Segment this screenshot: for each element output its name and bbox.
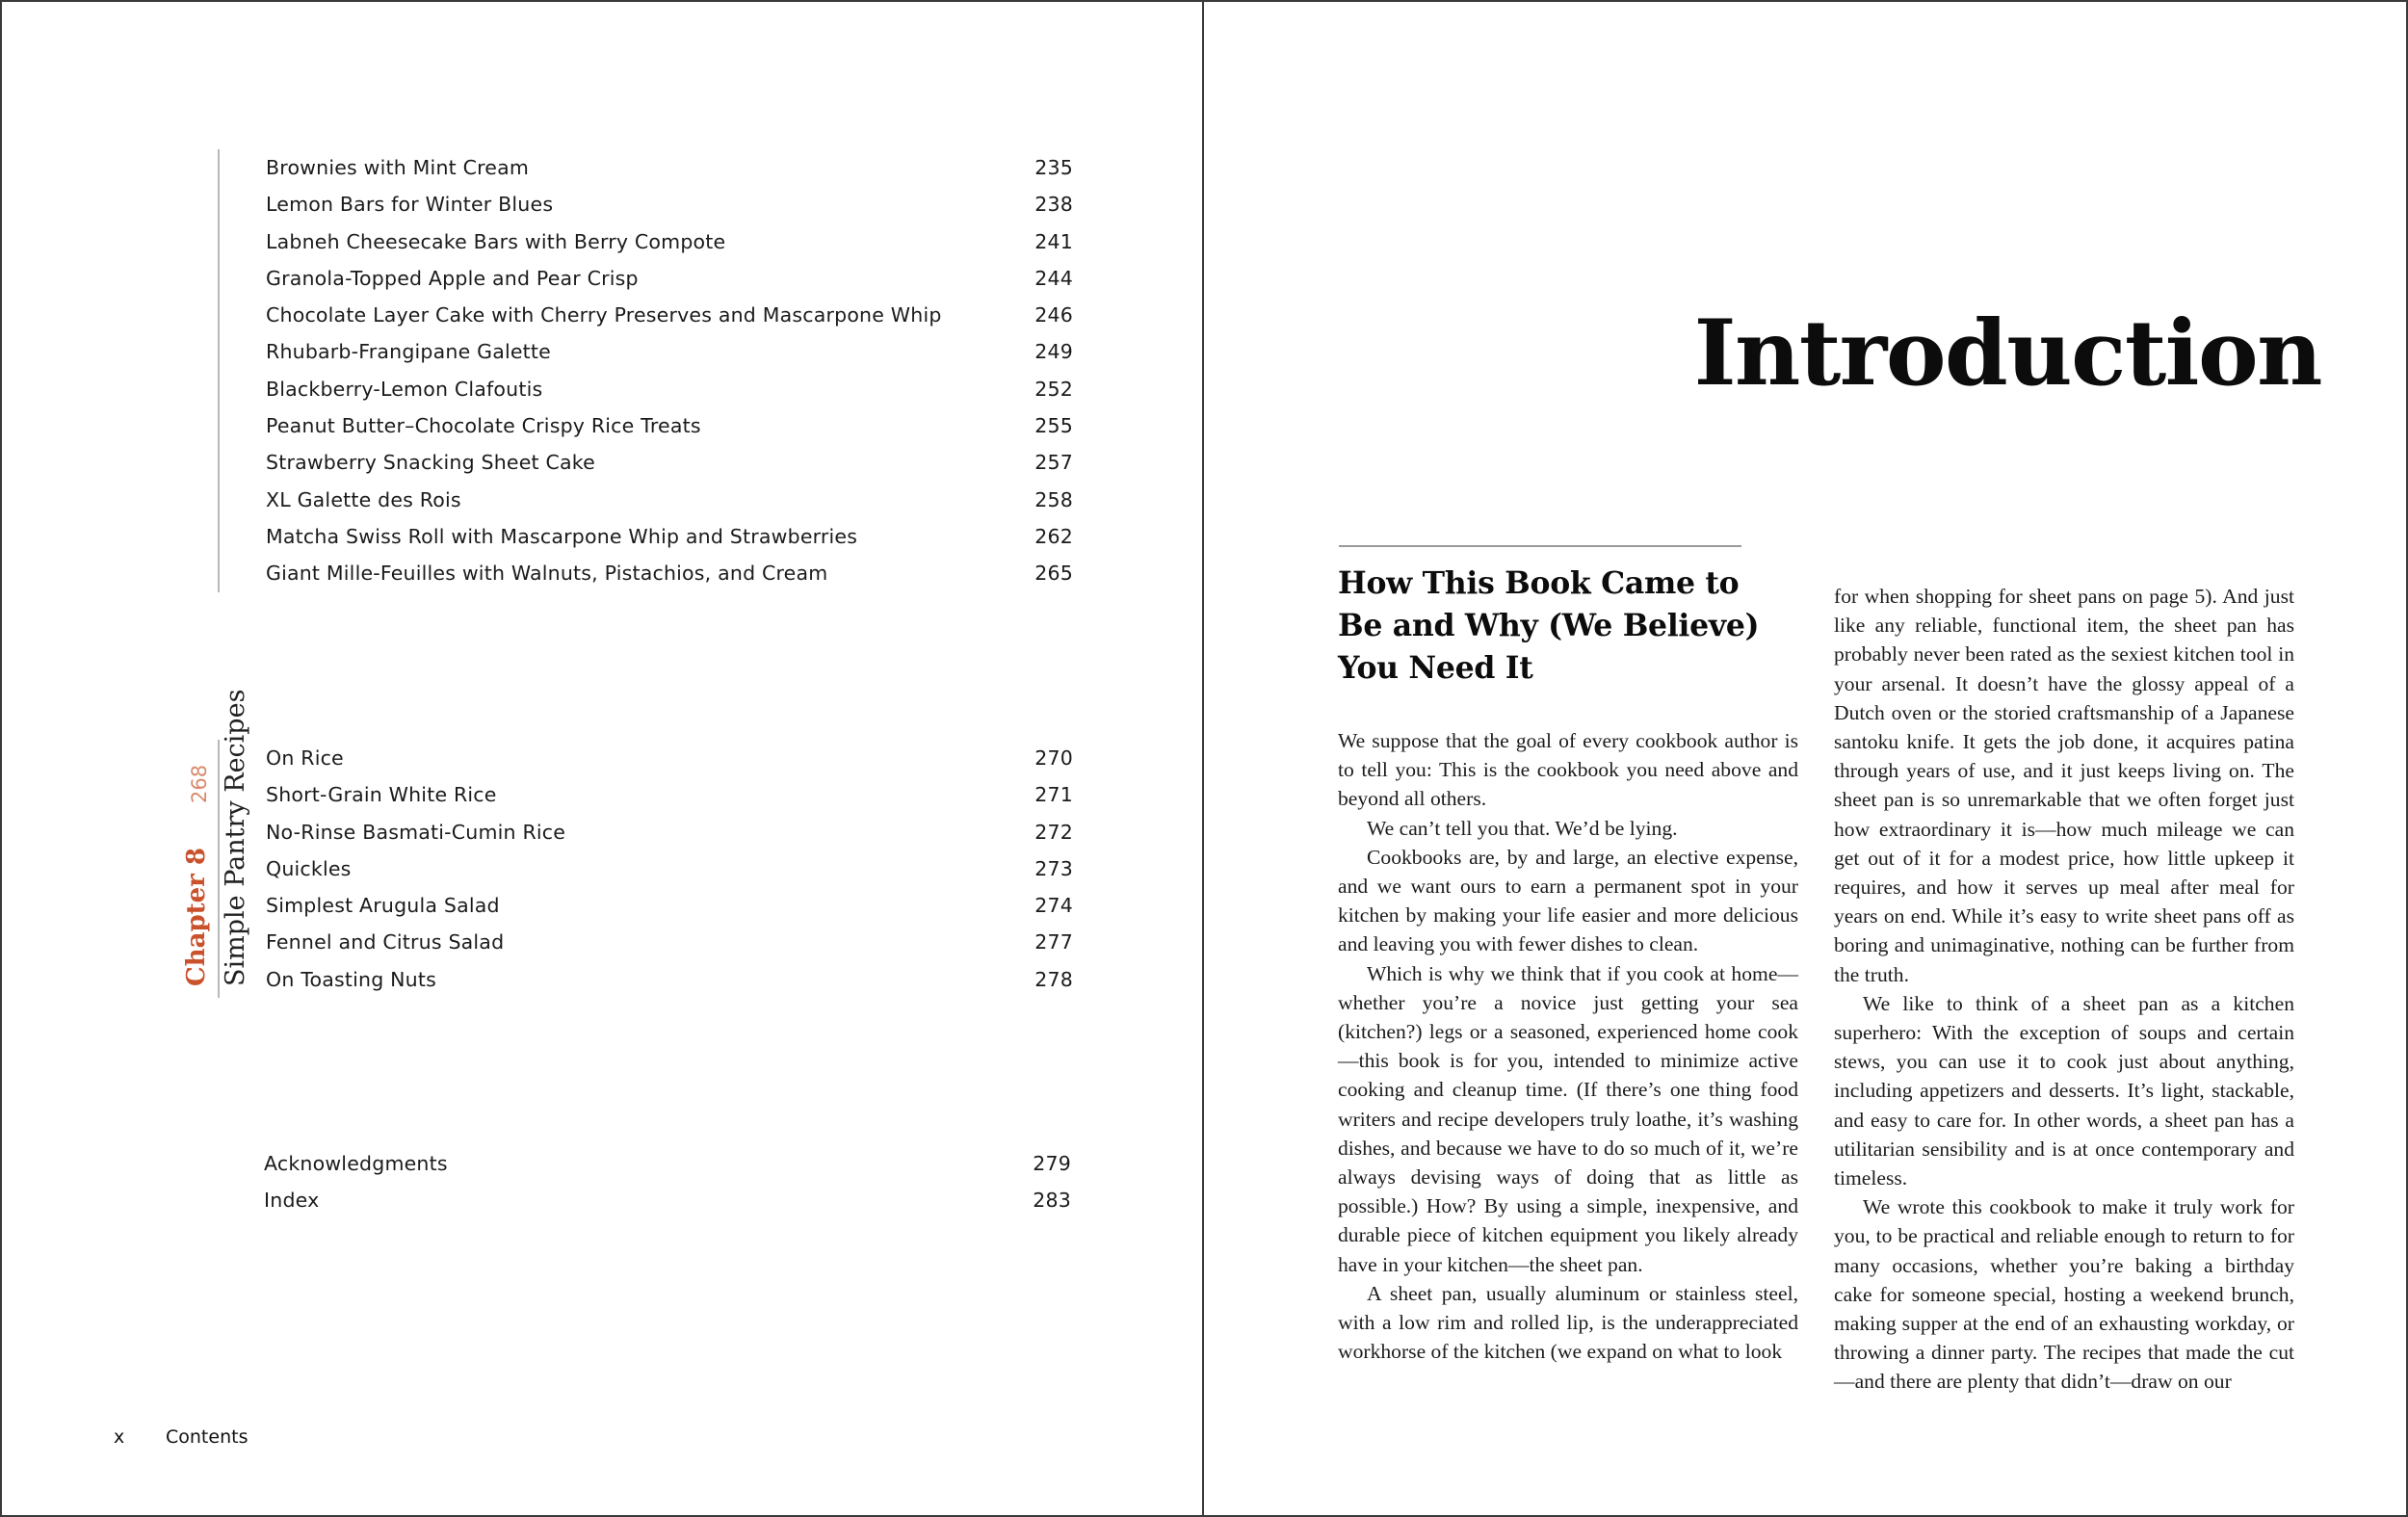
chapter-title: Simple Pantry Recipes — [221, 689, 250, 986]
chapter-number: Chapter 8 — [182, 847, 211, 986]
toc-entry-title: Chocolate Layer Cake with Cherry Preserves and Mascarpone Whip — [266, 303, 942, 327]
body-paragraph: We suppose that the goal of every cookbook author is to tell you: This is the cookbook you need above and beyond all others. — [1338, 729, 1798, 811]
toc-entry[interactable] — [220, 961, 1073, 998]
toc-entry-title: No-Rinse Basmati-Cumin Rice — [266, 820, 566, 844]
toc-entry-title: Giant Mille-Feuilles with Walnuts, Pistachios, and Cream — [266, 562, 828, 586]
toc-entry[interactable] — [220, 887, 1073, 924]
toc-entry-page-number: 274 — [1034, 894, 1073, 918]
toc-entry[interactable] — [220, 260, 1073, 297]
toc-entry[interactable] — [220, 740, 1073, 776]
toc-entry-title: XL Galette des Rois — [266, 487, 461, 511]
toc-entry-page-number: 273 — [1034, 856, 1073, 880]
toc-entry[interactable] — [220, 850, 1073, 887]
toc-entry[interactable] — [220, 223, 1073, 260]
toc-entry[interactable] — [220, 555, 1073, 591]
body-column-right — [1834, 582, 2294, 1397]
toc-entry[interactable] — [220, 297, 1073, 333]
toc-entry[interactable] — [218, 1182, 1071, 1218]
heading-rule — [1339, 545, 1741, 547]
toc-entry[interactable] — [218, 1145, 1071, 1182]
toc-group-pantry — [218, 740, 1073, 998]
toc-entry[interactable] — [220, 371, 1073, 407]
toc-entry-page-number: 238 — [1034, 193, 1073, 217]
toc-entry-page-number: 252 — [1034, 377, 1073, 401]
toc-entry-title: Labneh Cheesecake Bars with Berry Compote — [266, 229, 726, 253]
toc-entry-page-number: 278 — [1034, 967, 1073, 991]
toc-entry-title: Short-Grain White Rice — [266, 783, 497, 807]
toc-entry-title: Blackberry-Lemon Clafoutis — [266, 377, 543, 401]
toc-entry[interactable] — [220, 149, 1073, 186]
toc-entry-page-number: 270 — [1034, 746, 1073, 770]
toc-entry-title: Granola-Topped Apple and Pear Crisp — [266, 266, 639, 290]
toc-entry-title: Simplest Arugula Salad — [266, 894, 500, 918]
toc-entry[interactable] — [220, 407, 1073, 444]
toc-entry-page-number: 249 — [1034, 340, 1073, 364]
body-paragraph: A sheet pan, usually aluminum or stainless steel, with a low rim and rolled lip, is the underappreciated workhorse of the kitchen (we expand on what to look — [1338, 1281, 1798, 1364]
toc-entry-page-number: 272 — [1034, 820, 1073, 844]
toc-entry-page-number: 265 — [1034, 562, 1073, 586]
page-folio: x — [114, 1426, 125, 1448]
toc-group-desserts — [218, 149, 1073, 592]
toc-entry-page-number: 241 — [1034, 229, 1073, 253]
toc-entry-page-number: 246 — [1034, 303, 1073, 327]
toc-entry-title: Strawberry Snacking Sheet Cake — [266, 451, 595, 475]
toc-entry-title: Acknowledgments — [264, 1152, 448, 1175]
section-heading: How This Book Came to Be and Why (We Believe) You Need It — [1338, 565, 1760, 686]
toc-entry-page-number: 277 — [1034, 930, 1073, 955]
toc-entry-page-number: 279 — [1033, 1152, 1071, 1175]
body-paragraph: Cookbooks are, by and large, an elective expense, and we want ours to earn a permanent spot in your kitchen by making your life easier and more delicious and leaving you with fewer dishes to clean. — [1338, 845, 1798, 956]
toc-entry-page-number: 283 — [1033, 1189, 1071, 1213]
chapter-page-number: 268 — [188, 764, 211, 803]
toc-entry[interactable] — [220, 333, 1073, 370]
body-paragraph: We wrote this cookbook to make it truly work for you, to be practical and reliable enough to return to for many occasions, whether you’re baking a birthday cake for someone special, hosting a weekend brunch, making supper at the end of an exhausting workday, or throwing a dinner party. The recipes that made the cut—and there are plenty that didn’t—draw on our — [1834, 1195, 2294, 1394]
toc-entry-title: Brownies with Mint Cream — [266, 156, 530, 179]
body-paragraph: Which is why we think that if you cook at home—whether you’re a novice just getting your sea (kitchen?) legs or a seasoned, experienced home cook—this book is for you, intended to minimize active cooking and cleanup time. (If there’s one thing food writers and recipe developers truly loathe, it’s washing dishes, and because we have to do so much of it, we’re always devising ways of doing that as little as possible.) How? By using a simple, inexpensive, and durable piece of kitchen equipment you likely already have in your kitchen—the sheet pan. — [1338, 961, 1798, 1276]
toc-entry-page-number: 257 — [1034, 451, 1073, 475]
toc-entry-page-number: 255 — [1034, 414, 1073, 438]
toc-entry-title: Peanut Butter–Chocolate Crispy Rice Treats — [266, 414, 701, 438]
toc-entry[interactable] — [220, 814, 1073, 850]
running-footer-section: Contents — [166, 1426, 249, 1448]
toc-entry-title: On Rice — [266, 746, 344, 770]
toc-entry-title: Index — [264, 1189, 320, 1213]
toc-entry-page-number: 271 — [1034, 783, 1073, 807]
toc-entry-title: Matcha Swiss Roll with Mascarpone Whip and Strawberries — [266, 524, 858, 548]
body-paragraph: for when shopping for sheet pans on page 5). And just like any reliable, functional item, the sheet pan has probably never been rated as the sexiest kitchen tool in your arsenal. It doesn’t have the glossy appeal of a Dutch oven or the storied craftsmanship of a Japanese santoku knife. It gets the job done, it acquires patina through years of use, and it just keeps living on. The sheet pan is so unremarkable that we often forget just how extraordinary it is—how much mileage we can get out of it for a modest price, how little upkeep it requires, and how it serves up meal after meal for years on end. While it’s easy to write sheet pans off as boring and unimaginative, nothing can be further from the truth. — [1834, 585, 2294, 986]
toc-entry-page-number: 235 — [1034, 156, 1073, 179]
chapter-heading — [184, 690, 249, 986]
toc-group-back-matter — [218, 1145, 1071, 1219]
body-paragraph: We like to think of a sheet pan as a kitchen superhero: With the exception of soups and certain stews, you can use it to cook just about anything, including appetizers and desserts. It’s light, stackable, and easy to care for. In other words, a sheet pan has a utilitarian sensibility and is at once contemporary and timeless. — [1834, 991, 2294, 1190]
body-column-left — [1338, 726, 1798, 1366]
toc-entry[interactable] — [220, 444, 1073, 481]
toc-entry[interactable] — [220, 518, 1073, 555]
toc-entry-page-number: 244 — [1034, 266, 1073, 290]
body-paragraph: We can’t tell you that. We’d be lying. — [1367, 816, 1678, 840]
toc-entry-title: Rhubarb-Frangipane Galette — [266, 340, 551, 364]
page-title: Introduction — [1693, 301, 2321, 406]
toc-entry-title: On Toasting Nuts — [266, 967, 436, 991]
toc-entry[interactable] — [220, 924, 1073, 960]
introduction-page — [1204, 0, 2408, 1517]
toc-entry-title: Quickles — [266, 856, 352, 880]
toc-entry[interactable] — [220, 186, 1073, 222]
toc-entry[interactable] — [220, 776, 1073, 813]
toc-entry-title: Fennel and Citrus Salad — [266, 930, 505, 955]
toc-entry-page-number: 262 — [1034, 524, 1073, 548]
toc-entry-page-number: 258 — [1034, 487, 1073, 511]
toc-entry-title: Lemon Bars for Winter Blues — [266, 193, 554, 217]
toc-entry[interactable] — [220, 482, 1073, 518]
